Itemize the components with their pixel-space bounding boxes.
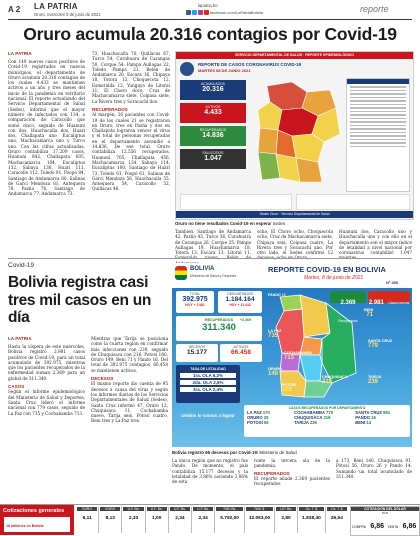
quote-value: 2,33: [128, 516, 139, 521]
rate-row: 2da. OLA 2,6%: [180, 380, 236, 385]
dept-cases: 71: [366, 312, 374, 318]
quote-value: 2,80: [281, 516, 291, 521]
bolivia-emblem-icon: [175, 266, 187, 280]
sedes-title: REPORTE DE CASOS CORONAVIRUS COVID-19: [198, 62, 302, 67]
quote-value: 5.792,00: [220, 516, 239, 521]
cell-name: COCHABAMBA: [294, 410, 325, 415]
sedes-table-head: [347, 79, 409, 84]
quote-item: [298, 507, 326, 533]
new-cases-value: 2.981: [368, 300, 384, 306]
sedes-stat: [180, 149, 246, 169]
map-region: [258, 128, 278, 154]
act-box: [220, 344, 262, 362]
dollar-subtitle: BCB: [381, 511, 389, 515]
dollar-box: [350, 506, 420, 536]
quote-item: [275, 507, 298, 533]
sedes-logo: [180, 62, 194, 76]
article2-recovered-head: RECUPERADOS: [254, 470, 290, 476]
dept-cases: 216: [322, 379, 333, 385]
sedes-stat: [180, 80, 246, 100]
rec-value: 311.340: [202, 322, 236, 333]
quote-label: U.F. Bs.: [276, 507, 296, 511]
header-rule: [8, 19, 412, 20]
youtube-icon[interactable]: [204, 10, 209, 15]
recovered-table: [244, 405, 410, 437]
dept-name: POTOSÍ: [282, 383, 297, 387]
rate-row: 3ra. OLA 2,4%: [180, 387, 236, 392]
dept-oruro: [268, 367, 282, 377]
rate-box: [176, 365, 240, 403]
dept-potosi: [282, 383, 296, 393]
article1-headline: Oruro acumula 20.316 contagios por Covid-19: [23, 24, 397, 44]
dec-box: [176, 344, 218, 362]
bolivia-report: [172, 263, 412, 447]
dept-lapaz: [268, 329, 281, 339]
article2-deaths-head: DECESOS: [91, 376, 114, 382]
table-row: [350, 90, 406, 92]
article2-col2: [91, 336, 168, 502]
cell-name: TARIJA: [294, 420, 309, 425]
total-label: TOTAL: [189, 292, 201, 296]
sedes-stat-value: 1.047: [204, 155, 222, 162]
dollar-title: COTIZACIÓN DEL DÓLAR: [351, 507, 419, 511]
table-row: [350, 100, 406, 102]
quote-label: U.F. Bs.: [193, 507, 213, 511]
buy-value: 6,86: [370, 523, 385, 530]
quote-label: U.F. Bs.: [170, 507, 190, 511]
quote-label: U.F. Bs.: [123, 507, 143, 511]
sedes-stat-label: ACUMULADOS: [201, 82, 225, 86]
date-line: Oruro, miércoles 9 de junio de 2021: [34, 12, 101, 17]
dept-cases: 735: [268, 333, 279, 339]
quote-label: TMU Bs.: [216, 507, 243, 511]
total-diff: HOY + 2.981: [185, 303, 205, 307]
sedes-stat-label: FALLECIDOS: [202, 151, 224, 155]
article2-col1: [8, 344, 85, 502]
quotes-title: Cotizaciones generales: [3, 508, 65, 514]
sedes-bar-chart: [180, 194, 292, 210]
dept-name: LA PAZ: [268, 329, 282, 333]
total-value: 392.975: [182, 296, 208, 303]
dept-cases: 239: [368, 379, 379, 385]
cell-name: LA PAZ: [247, 410, 262, 415]
article1-col1: [8, 59, 85, 251]
quote-value: 8,13: [105, 516, 115, 521]
new-cases-badge: [368, 291, 410, 306]
caption-credit: / Ministerio de Salud: [256, 450, 297, 455]
table-cell: [294, 420, 355, 425]
quote-label: Oz. T. $: [327, 507, 347, 511]
bolivia-report-no: Nº 450: [386, 280, 399, 285]
dec-label: DECESOS: [188, 345, 206, 349]
sedes-stat-value: 20.316: [202, 86, 224, 93]
dept-name: SANTA CRUZ: [368, 339, 393, 343]
web-url[interactable]: lapatria.bo: [198, 3, 218, 8]
quotes-bar: [0, 504, 420, 535]
quote-item: [99, 507, 122, 533]
quotes-subtitle: 18 millones en Bolivia: [6, 524, 44, 528]
dept-name: COCHABAMBA: [284, 351, 313, 355]
table-row: [350, 125, 406, 127]
caption-credit: / Sedes: [270, 221, 286, 226]
quote-item: [76, 507, 99, 533]
bolivia-ministry: Ministerio de Salud y Deportes: [190, 274, 237, 278]
sedes-stat-value: 14.836: [202, 132, 224, 139]
page-header: [0, 0, 420, 20]
bolivia-date: Martes, 8 de junio de 2021: [304, 275, 364, 281]
oruro-map: [252, 78, 342, 188]
buy-label: COMPRA: [351, 525, 366, 529]
article1-col2b-text: Al margen, 26 pacientes con Covid-19 de los cuales 21 se registraron en Oruro, tres en Pazña y dos en Challapata lograron vencer el virus y el total de personas recuperadas en el departamento ascendió a 14.836. De ese total, Oruro contabiliza 12.556 recuperados, Huanuni 705, Challapata 456, Machacamarca 134, Sabaya 114, Eucaliptus 100, Santiago de Huari 73, Toledo 61, Poopó 61, Salinas de Garci Mendoza 56, Huachacalla 55, Antequera 54, Caracollo 52, Quillacas 48.: [92, 112, 170, 192]
twitter-icon[interactable]: [192, 10, 197, 15]
table-row: [350, 111, 406, 113]
sedes-date: MARTES 08 DE JUNIO 2021: [198, 68, 251, 73]
sell-label: VENTA: [387, 525, 399, 529]
cell-name: SANTA CRUZ: [355, 410, 382, 415]
cell-value: 779: [326, 410, 334, 415]
quote-item: [245, 507, 275, 533]
table-cell: [247, 420, 294, 425]
dept-chuquisaca: [322, 375, 348, 385]
quote-value: 1.838,40: [302, 516, 321, 521]
article2-col4b-text: El reporte añade 2.369 pacientes recuperados: [254, 475, 330, 487]
article2-headline: Bolivia registra casi tres mil casos en un día: [8, 274, 152, 326]
new-cases-label: Casos nuevos: [388, 301, 410, 305]
desc-diff: HOY + 11.443: [229, 303, 251, 307]
dept-santacruz: [368, 339, 392, 349]
table-row: [350, 97, 406, 99]
table-row: [350, 132, 406, 134]
table-row: [350, 135, 406, 137]
article2-col4a-text: ronte la tercera ola de la pandemia.: [254, 458, 330, 469]
table-row: [350, 118, 406, 120]
table-row: [350, 139, 406, 141]
desc-value: 1.184.164: [225, 296, 255, 303]
sedes-line-chart: [296, 194, 410, 210]
cell-name: BENI: [355, 420, 366, 425]
cell-name: PANDO: [355, 415, 371, 420]
quote-label: EURO: [100, 507, 120, 511]
quote-label: EURO: [77, 507, 97, 511]
quote-value: 26,54: [330, 516, 343, 521]
dollar-values: [351, 515, 419, 533]
new-rec-value: 2.369: [340, 300, 356, 306]
quotes-grid: [76, 507, 348, 533]
table-row: [350, 128, 406, 130]
dec-value: 15.177: [187, 349, 207, 356]
dept-cases: 149: [268, 371, 279, 377]
quote-item: [192, 507, 215, 533]
article1-col1-text: Con 149 nuevos casos positivos de Covid-19 registrados en nuevas municipios, el departamento de Oruro acumula 20.316 contagios de los cuales 4.433 se mantienen activos a un año y tres meses del inicio de la pandemia en territorio nacional. El reporte actualizado del Servicio Departamental de Salud (Sedes), informó que el mayor número de infectados con 134, a comparación de Caracollo que sumó cinco, seguido de Huanuni con dos, Huachacalla dos, Huari dos, Challapata uno, Eucaliptus uno, Machacamarca uno y Turco uno. Con las cifras actualizadas, Oruro contabiliza 17.209 casos, Huanuni 842, Challapata 605, Machacamarca 164, Eucaliptus 132, Sabaya 130, Huari 111, Caracollo 112, Toledo 91, Poopó 84, Santiago de Andamarca 80, Salinas de Garci Mendoza 81, Antequera 78, Pazña 76, Santiago de Andamarca 77, Andamarca 73.: [8, 59, 85, 197]
dept-cochabamba: [284, 351, 312, 361]
dropcap: [8, 59, 18, 69]
quotes-brand: [0, 505, 74, 535]
dollar-sell: [385, 515, 419, 533]
dept-pando: [268, 293, 286, 297]
article2-col3: La única región que no registró fue Pando. De momento, el país contabiliza 15.177 decesos y la letalidad de 3,86% asciende 3,86% de esta: [172, 458, 248, 485]
sell-value: 6,86: [402, 523, 417, 530]
table-row: [350, 142, 406, 144]
map-region-pando: [280, 295, 302, 311]
quote-value: 12.063,00: [248, 516, 271, 521]
sedes-footer: Sedes Oruro · Servicio Departamental de Salud: [176, 211, 413, 218]
quote-value: 1,00: [152, 516, 162, 521]
cell-value: 170: [262, 410, 270, 415]
article2-kicker: Covid-19: [8, 262, 35, 269]
caption-text: Oruro no tiene resultados Covid-19 en espera: [175, 221, 271, 226]
article2-col1-text: Hasta la víspera de este miércoles, Bolivia registró 2.981 casos positivos de Covid-19, para un total acumulado de 392.975, mientras que los pacientes recuperados de la enfermedad suman 2.369 para un global de 311.340.: [8, 344, 85, 381]
cell-value: 235: [309, 420, 317, 425]
sedes-stat-value: 4.433: [204, 109, 222, 116]
paper-name: LA PATRIA: [34, 2, 78, 11]
article1-recovered-head: RECUPERADOS: [92, 106, 128, 112]
table-row: [350, 104, 406, 106]
table-cell: [355, 420, 407, 425]
quote-item: [215, 507, 245, 533]
article1-col3: Tambien, Santiago de Andamarca 42, Pazña 43, Turco 36, Curahuara de Carangas 26, Corque 25, Pampa Aullagas 19, Huayllamarca 18, Totora 13, Escara 13, Litoral 11,: [175, 229, 251, 256]
quote-item: [146, 507, 169, 533]
quote-label: U.F. Bs.: [147, 507, 167, 511]
recovered-table-title: CASOS RECUPERADOS POR DEPARTAMENTO: [288, 406, 366, 410]
desc-label: DESCARTADOS: [227, 292, 253, 296]
article1-col2: [92, 51, 170, 251]
dept-cases: 16: [281, 293, 286, 297]
cell-value: 981: [383, 410, 391, 415]
article2-col6: a 173, Beni 140, Chuquisaca 91, Potosí 56, Oruro 26 y Pando 14. Sumando un total acumulado de 311.340.: [336, 458, 412, 479]
quote-value: 2,34: [198, 516, 208, 521]
new-rec-badge: [330, 291, 366, 323]
cell-name: ORURO: [247, 415, 263, 420]
article2-col2-text: Mientras que Tarija se posiciona como la cuarta región en confirmar más infecciones con 239, seguido de Chuquisaca con 216, Potosí 160, Oruro 149, Beni 71 y Pando 16. Del total de 392.975 contagios, 66.458 se mantienen activos.: [91, 336, 168, 373]
cell-value: 56: [263, 420, 269, 425]
article1-col5: Huanuni dos, Caracollo uno y Huachacalla uno y con ello en el departamento son el mayor índice de letalidad a nivel nacional por coronavirus contabilizó 1.047: [339, 229, 412, 256]
desc-box: [218, 291, 262, 313]
facebook-icon[interactable]: [186, 10, 191, 15]
dept-cases: 713: [284, 355, 295, 361]
quote-label: Oz. T. $: [299, 507, 324, 511]
article2-col2b-text: El mismo reporte dio cuenta de 95 decesos a causa del virus y según los informes diarios de los Servicios Departamentales de Salud (Sedes), Santa Cruz informó 47, Oruro 12, Chuquisaca 11, Cochabamba nueve, Tarija seis, Potosí cuatro, Beni tres y La Paz tres.: [91, 381, 168, 424]
article1-col2a-text: 73, Huachacalla 70, Quillacas 67, Turco 54, Curahuara de Carangas 50, Corque 54, Pampa Aullagas 22, Toledo Pampa 21, Belén de Andamarca 20, Escara 16, Chipaya 18, Totora 13, Choquecota 12, Esmeralda 12, Yunguyo de Litoral 11, El Choro doce, Cruz de Machacamarca siete, Coipasa siete, La Rivera tres y Soracachi dos.: [92, 51, 170, 104]
table-row: [244, 420, 410, 425]
table-row: [350, 107, 406, 109]
total-box: [176, 291, 214, 313]
quote-label: TMU $.: [246, 507, 273, 511]
act-value: 66.458: [231, 349, 251, 356]
instagram-icon[interactable]: [198, 10, 203, 15]
article2-dateline: LA PATRIA: [8, 336, 32, 341]
sedes-stat-label: RECUPERADOS: [199, 128, 227, 132]
article2-caption: [172, 450, 297, 455]
dollar-buy: [351, 515, 385, 533]
cell-value: 216: [323, 415, 331, 420]
bolivia-title: REPORTE COVID-19 EN BOLIVIA: [268, 265, 386, 274]
map-region-beni: [300, 295, 330, 337]
bolivia-country: BOLIVIA: [190, 266, 215, 272]
article1-dateline: LA PATRIA: [8, 51, 32, 56]
caption-text: Bolivia registró 95 decesos por Covid-19: [172, 450, 257, 455]
cell-value: 16: [371, 415, 376, 420]
section-divider: [8, 258, 412, 259]
dept-name: TARIJA: [368, 375, 382, 379]
article2-col4: [254, 458, 330, 502]
bolivia-footer-logo: Unidos lo vamos a lograr: [181, 413, 235, 418]
table-row: [350, 146, 406, 148]
cell-name: CHUQUISACA: [294, 415, 323, 420]
cell-name: POTOSÍ: [247, 420, 263, 425]
dept-tarija: [368, 375, 381, 385]
cell-value: 26: [263, 415, 269, 420]
section-name: reporte: [360, 4, 389, 14]
quote-value: 8,11: [82, 516, 92, 521]
table-row: [350, 93, 406, 95]
table-row: [350, 86, 406, 88]
cell-value: 14: [366, 420, 372, 425]
rec-diff: +2.369: [240, 318, 252, 322]
quote-value: 2,34: [175, 516, 185, 521]
dept-name: BENI: [364, 308, 374, 312]
sedes-stat: [180, 103, 246, 123]
dept-name: ORURO: [268, 367, 283, 371]
dept-cases: 779: [368, 343, 379, 349]
rate-label: TASA DE LETALIDAD: [190, 367, 226, 371]
sedes-stats: [180, 80, 246, 169]
table-row: [350, 121, 406, 123]
quote-item: [326, 507, 348, 533]
page-label: A 2: [8, 5, 21, 14]
act-label: ACTIVOS: [233, 345, 249, 349]
table-row: [350, 114, 406, 116]
sedes-stat-label: ACTIVOS: [205, 105, 221, 109]
rate-row: 1ra. OLA 6,2%: [180, 373, 236, 378]
quote-item: [169, 507, 192, 533]
article2-col1b-text: Según el informe epidemiológico del Ministerio de Salud y Deportes, Santa Cruz lideró el informe nacional con 779 casos, seguido de La Paz con 735 y Cochabamba 713.: [8, 389, 85, 416]
facebook-url[interactable]: facebook.com/LaPatriaBolivia: [210, 10, 263, 15]
sedes-report: [175, 51, 414, 220]
rec-label: RECUPERADOS: [205, 318, 233, 322]
article1-col4: ocho, El Choro ocho, Choquecota ocho, Cruz de Machacamarca siete, Chipaya seis, Coipasa cuatro, La Rivera tres y Soracachi uno. Por otro lado, el Sedes confirmó 12: [257, 229, 333, 256]
article2-cases-head: CASOS: [8, 384, 25, 390]
dept-cases: 160: [282, 387, 293, 393]
dept-name: CHUQUISACA: [322, 375, 348, 379]
new-rec-label: Recuperados: [338, 319, 358, 323]
dept-name: PANDO: [268, 293, 281, 297]
sedes-table: [346, 78, 410, 192]
dept-beni: [364, 308, 373, 318]
quote-item: [122, 507, 145, 533]
sedes-top-bar: SERVICIO DEPARTAMENTAL DE SALUD · REPORTE EPIDEMIOLÓGICO: [176, 52, 413, 59]
sedes-stat: [180, 126, 246, 146]
article1-caption: [175, 221, 285, 226]
